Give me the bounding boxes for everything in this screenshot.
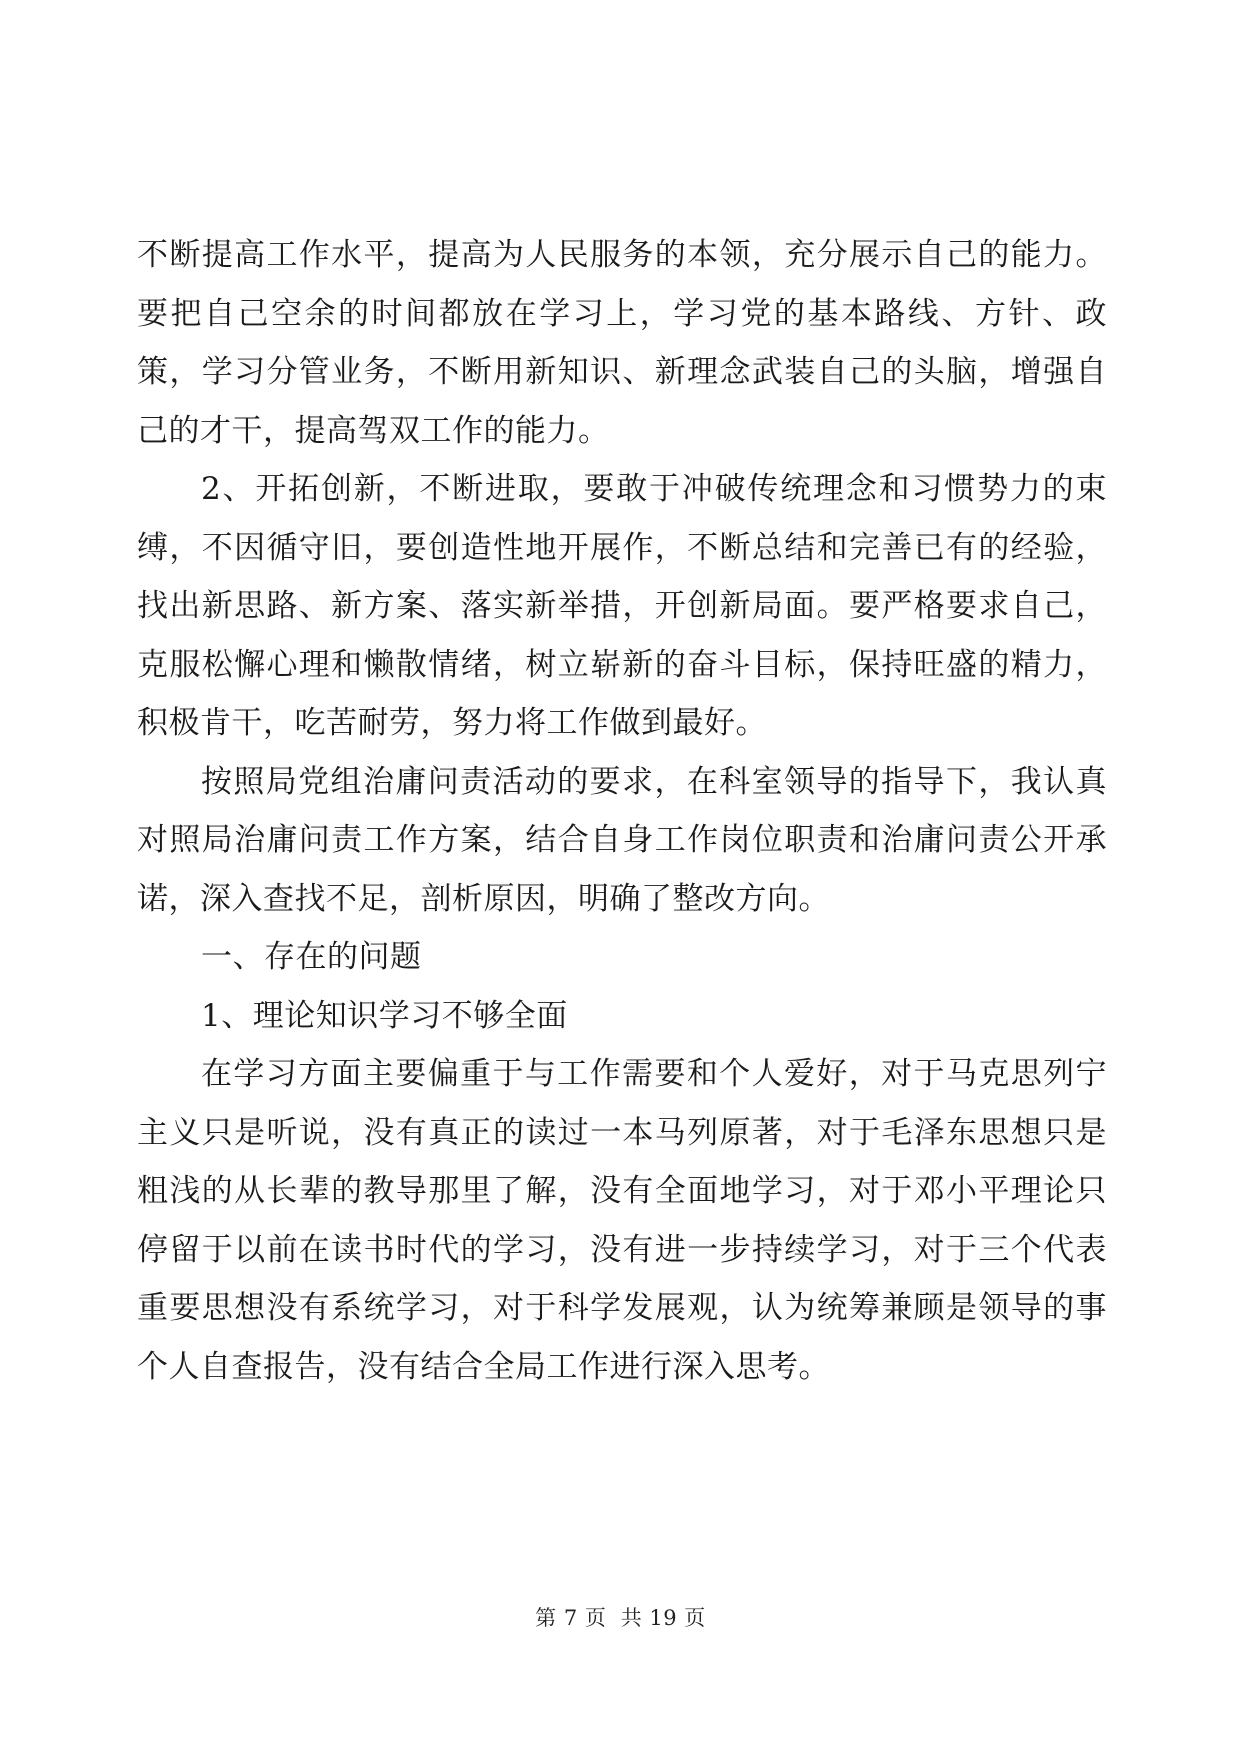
subsection-heading: 1、理论知识学习不够全面 [201, 997, 568, 1034]
paragraph-6: 在学习方面主要偏重于与工作需要和个人爱好，对于马克思列宁主义只是听说，没有真正的读过一本马列原著，对于毛泽东思想只是粗浅的从长辈的教导那里了解，没有全面地学习，对于邓小平理论只停留于以前在读书时代的学习，没有进一步持续学习，对于三个代表重要思想没有系统学习，对于科学发展观，认为统筹兼顾是领导的事个人自查报告，没有结合全局工作进行深入思考。 [137, 1056, 1107, 1385]
page-number-label: 第 7 页 共 19 页 [535, 1606, 706, 1630]
paragraph-2: 2、开拓创新，不断进取，要敢于冲破传统理念和习惯势力的束缚，不因循守旧，要创造性地开展作，不断总结和完善已有的经验，找出新思路、新方案、落实新举措，开创新局面。要严格要求自己，克服松懈心理和懒散情绪，树立崭新的奋斗目标，保持旺盛的精力，积极肯干，吃苦耐劳，努力将工作做到最好。 [137, 471, 1107, 741]
paragraph-1: 不断提高工作水平，提高为人民服务的本领，充分展示自己的能力。要把自己空余的时间都放在学习上，学习党的基本路线、方针、政策，学习分管业务，不断用新知识、新理念武装自己的头脑，增强自己的才干，提高驾双工作的能力。 [137, 237, 1107, 449]
paragraph-3: 按照局党组治庸问责活动的要求，在科室领导的指导下，我认真对照局治庸问责工作方案，结合自身工作岗位职责和治庸问责公开承诺，深入查找不足，剖析原因，明确了整改方向。 [137, 763, 1107, 917]
page-footer [0, 1602, 1241, 1632]
section-heading: 一、存在的问题 [201, 939, 422, 975]
document-body [137, 226, 1107, 1396]
